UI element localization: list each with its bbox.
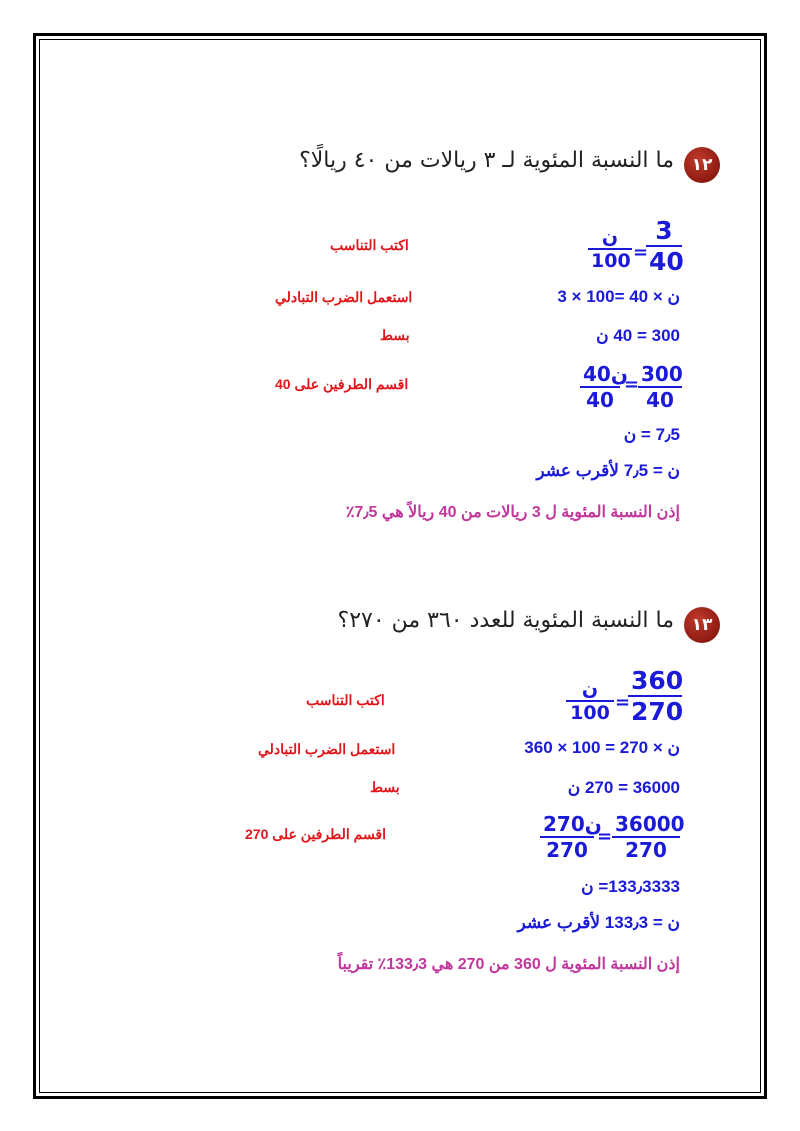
fraction-denominator: 100 (588, 248, 632, 272)
question-12-text: ما النسبة المئوية لـ ٣ ريالات من ٤٠ ريالًا؟ (299, 148, 674, 173)
fraction-numerator: 36000 (615, 812, 685, 836)
page-border-inner (39, 39, 761, 1093)
step-result: 7٫5 = ن (623, 425, 680, 444)
step-label-divide: اقسم الطرفين على 270 (245, 826, 387, 842)
fraction-left (580, 362, 628, 412)
fraction-right (612, 812, 685, 862)
step-label-proportion: اكتب التناسب (330, 237, 409, 253)
fraction-left (566, 678, 614, 724)
equals-sign: = (624, 374, 640, 395)
fraction-denominator: 270 (540, 836, 594, 862)
step-label-cross-multiply: استعمل الضرب التبادلي (275, 289, 413, 305)
conclusion-text: إذن النسبة المئوية ل 360 من 270 هي 133٫3٪ تقريباً (337, 956, 680, 973)
fraction-denominator: 40 (646, 245, 682, 276)
fraction-right (628, 666, 682, 726)
step-label-simplify: بسط (370, 779, 400, 795)
step-cross-multiply: 360 × 100 = 270 × ن (524, 738, 680, 757)
question-number-badge: ١٣ (684, 607, 720, 643)
step-simplify: 36000 = 270 ن (567, 778, 680, 797)
fraction-numerator: 40ن (583, 362, 628, 386)
step-label-divide: اقسم الطرفين على 40 (275, 376, 409, 392)
fraction-numerator: ن (581, 678, 599, 700)
question-number-badge: ١٢ (684, 147, 720, 183)
fraction-denominator: 100 (566, 700, 614, 724)
equals-sign: = (615, 692, 631, 713)
step-label-simplify: بسط (380, 327, 410, 343)
step-label-cross-multiply: استعمل الضرب التبادلي (258, 741, 396, 757)
fraction-denominator: 40 (580, 386, 620, 412)
step-cross-multiply: 3 × 100= 40 × ن (557, 287, 680, 306)
fraction-right (638, 362, 682, 412)
question-13-text: ما النسبة المئوية للعدد ٣٦٠ من ٢٧٠؟ (337, 608, 674, 633)
step-round: ن = 133٫3 لأقرب عشر (517, 913, 680, 932)
fraction-left (588, 226, 632, 272)
fraction-denominator: 270 (628, 695, 682, 726)
fraction-left (540, 812, 602, 862)
fraction-numerator: 270ن (543, 812, 602, 836)
fraction-numerator: ن (601, 226, 619, 248)
equals-sign: = (633, 242, 649, 263)
step-result: 133٫3333= ن (581, 877, 680, 896)
step-round: ن = 7٫5 لأقرب عشر (536, 461, 680, 480)
fraction-right (646, 216, 682, 276)
conclusion-text: إذن النسبة المئوية ل 3 ريالات من 40 ريالاً هي 7٫5٪ (345, 504, 680, 521)
step-simplify: 300 = 40 ن (596, 326, 680, 345)
fraction-denominator: 270 (612, 836, 680, 862)
fraction-denominator: 40 (638, 386, 682, 412)
fraction-numerator: 360 (631, 666, 684, 695)
equals-sign: = (597, 826, 613, 847)
fraction-numerator: 3 (655, 216, 673, 245)
step-label-proportion: اكتب التناسب (306, 692, 385, 708)
fraction-numerator: 300 (641, 362, 683, 386)
